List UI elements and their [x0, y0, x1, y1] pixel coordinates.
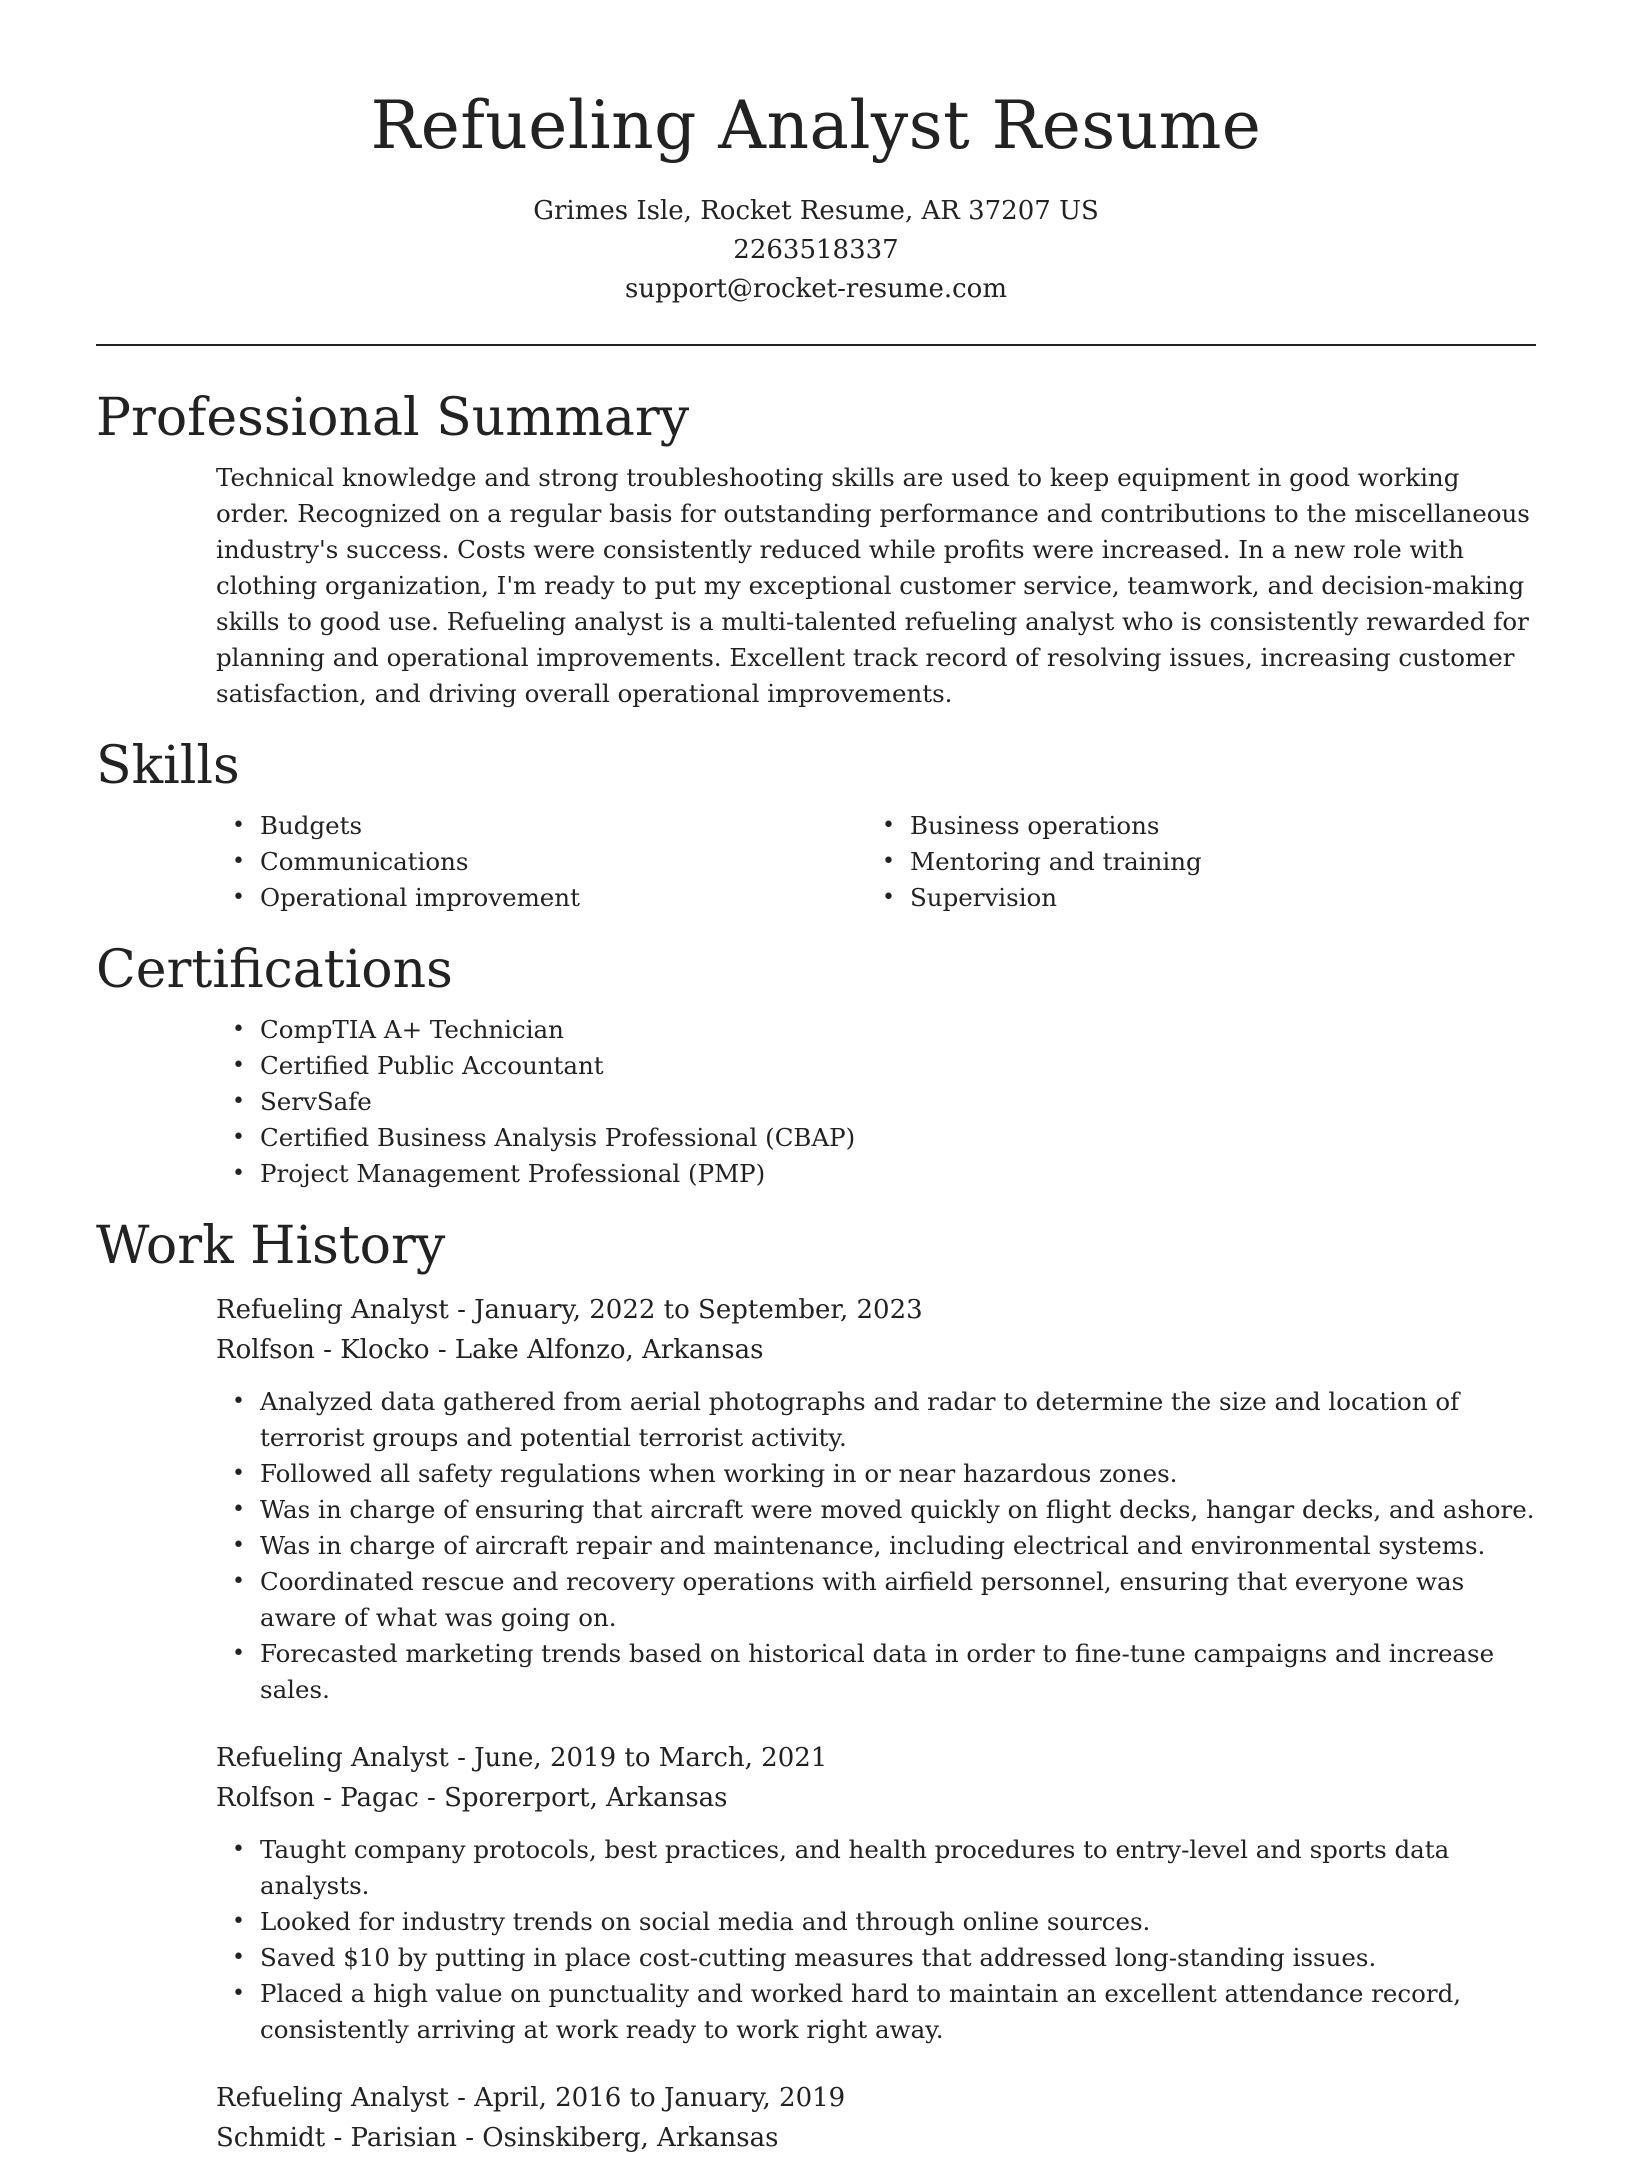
resume-page — [96, 0, 1536, 2158]
job-duty-item: • Coordinated rescue and recovery operations with airfield personnel, ensuring that everyone was aware of what was going on. — [216, 1564, 1536, 1636]
certification-item: • Project Management Professional (PMP) — [216, 1156, 1536, 1192]
job-duty-item: • Saved $10 by putting in place cost-cutting measures that addressed long-standing issues. — [216, 1940, 1536, 1976]
skills-column-left — [216, 808, 866, 916]
header-divider — [96, 344, 1536, 346]
job-duty-item: • Looked for industry trends on social media and through online sources. — [216, 1904, 1536, 1940]
contact-phone: 2263518337 — [733, 235, 899, 265]
contact-block — [96, 192, 1536, 309]
job-title-line: Refueling Analyst - April, 2016 to January, 2019 — [216, 2083, 846, 2113]
job-duty-item: • Forecasted marketing trends based on historical data in order to fine-tune campaigns and increase sales. — [216, 1636, 1536, 1708]
job-duty-item: • Was in charge of aircraft repair and maintenance, including electrical and environmental systems. — [216, 1528, 1536, 1564]
job-duties-list — [216, 1832, 1536, 2048]
job-company-line: Rolfson - Klocko - Lake Alfonzo, Arkansas — [216, 1335, 764, 1365]
skill-item: • Operational improvement — [216, 880, 866, 916]
job-duty-item: • Taught company protocols, best practices, and health procedures to entry-level and sports data analysts. — [216, 1832, 1536, 1904]
job-company-line: Schmidt - Parisian - Osinskiberg, Arkansas — [216, 2123, 779, 2153]
certification-item: • ServSafe — [216, 1084, 1536, 1120]
job-duty-item: • Analyzed data gathered from aerial photographs and radar to determine the size and location of terrorist groups and potential terrorist activity. — [216, 1384, 1536, 1456]
certification-item: • CompTIA A+ Technician — [216, 1012, 1536, 1048]
summary-heading: Professional Summary — [96, 388, 690, 448]
work-history-heading: Work History — [96, 1216, 446, 1276]
certification-item: • Certified Business Analysis Professional (CBAP) — [216, 1120, 1536, 1156]
job-duty-item: • Placed a high value on punctuality and worked hard to maintain an excellent attendance record, consistently arriving at work ready to work right away. — [216, 1976, 1536, 2048]
job-title-line: Refueling Analyst - January, 2022 to September, 2023 — [216, 1295, 923, 1325]
job-entry — [96, 2078, 1536, 2158]
skill-item: • Mentoring and training — [866, 844, 1516, 880]
certifications-list — [216, 1012, 1536, 1192]
skills-column-right — [866, 808, 1516, 916]
skill-item: • Supervision — [866, 880, 1516, 916]
skills-list — [216, 808, 1536, 916]
contact-email: support@rocket-resume.com — [624, 274, 1007, 304]
certification-item: • Certified Public Accountant — [216, 1048, 1536, 1084]
job-entry — [96, 1290, 1536, 1708]
contact-address: Grimes Isle, Rocket Resume, AR 37207 US — [533, 196, 1099, 226]
skill-item: • Business operations — [866, 808, 1516, 844]
resume-title: Refueling Analyst Resume — [370, 87, 1262, 164]
job-duty-item: • Was in charge of ensuring that aircraft were moved quickly on flight decks, hangar decks, and ashore. — [216, 1492, 1536, 1528]
job-title-line: Refueling Analyst - June, 2019 to March, 2021 — [216, 1743, 828, 1773]
skill-item: • Communications — [216, 844, 866, 880]
certifications-heading: Certifications — [96, 940, 453, 1000]
job-company-line: Rolfson - Pagac - Sporerport, Arkansas — [216, 1783, 728, 1813]
job-duty-item: • Followed all safety regulations when working in or near hazardous zones. — [216, 1456, 1536, 1492]
job-duties-list — [216, 1384, 1536, 1708]
skill-item: • Budgets — [216, 808, 866, 844]
job-entry — [96, 1738, 1536, 2048]
summary-text: Technical knowledge and strong troubleshooting skills are used to keep equipment in good working order. Recognized on a regular basis for outstanding performance and contributions to the miscellaneous industry's success. Costs were consistently reduced while profits were increased. In a new role with clothing organization, I'm ready to put my exceptional customer service, teamwork, and decision-making skills to good use. Refueling analyst is a multi-talented refueling analyst who is consistently rewarded for planning and operational improvements. Excellent track record of resolving issues, increasing customer satisfaction, and driving overall operational improvements. — [216, 463, 1530, 708]
skills-heading: Skills — [96, 736, 240, 796]
